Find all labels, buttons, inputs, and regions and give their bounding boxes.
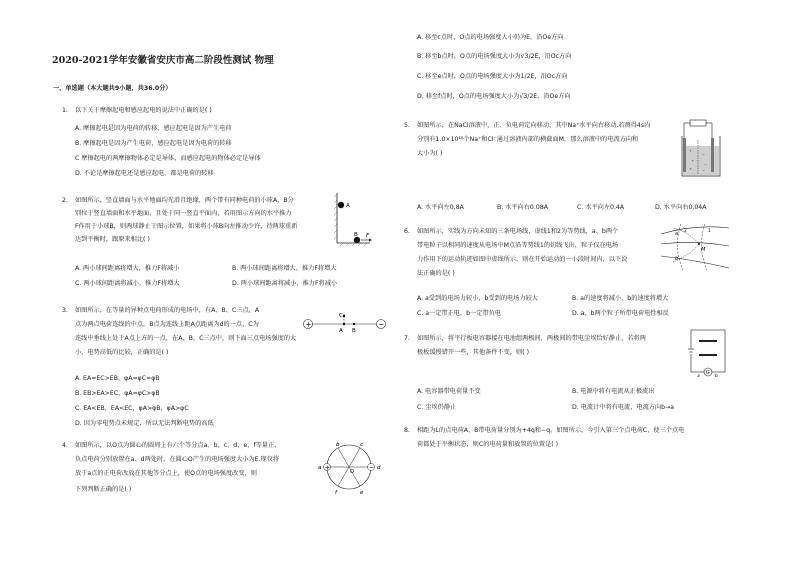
- question-line: 点为两点电荷连线的中点，B点为连线上距A点距离为d的一点，C为: [75, 321, 259, 328]
- question-number: 3.: [62, 307, 68, 314]
- question-line: 分别有1.0×10¹⁸个Na⁺和Cl⁻通过溶液内部的横截面M，那么溶液中的电流方向和: [417, 136, 639, 143]
- svg-text:+: +: [691, 159, 694, 163]
- option-c[interactable]: C. 两小球间距离将减小，推力F将增大: [75, 280, 180, 287]
- option-c[interactable]: C. a一定带正电，b一定带负电: [417, 310, 502, 317]
- question-line: 法正确的是( ): [417, 270, 455, 277]
- minus-sign: −: [378, 320, 385, 329]
- svg-text:+: +: [324, 464, 330, 472]
- question-number: 7.: [404, 335, 410, 342]
- question-line: 负点电荷分别放置在a、d两处时，在圆心O产生的电场强度大小为E.现仅将: [75, 456, 280, 463]
- label-a: A: [339, 328, 343, 334]
- question-line: 别位于竖直墙面和水平地面，且处于同一竖直平面内，若用图示方向的水平推力: [75, 210, 292, 217]
- label-a: A: [346, 203, 350, 209]
- circle-charges-figure: [314, 440, 384, 496]
- option-d[interactable]: D. a、b两个粒子所带电荷电性相反: [572, 310, 669, 317]
- svg-text:−: −: [704, 163, 707, 167]
- option-a[interactable]: A. 电容器带电荷量不变: [417, 388, 481, 395]
- option-c[interactable]: C 摩擦起电的两摩擦物体必定是导体，而感应起电的物体必定是导体: [75, 155, 261, 162]
- wall-balls-figure: [332, 193, 372, 248]
- option-b[interactable]: B. a的速度将减小，b的速度将增大: [572, 295, 669, 302]
- option-b[interactable]: B. 两小球间距离将增大，推力F将增大: [232, 265, 337, 272]
- option-a[interactable]: A. EA=EC>EB，φA=φC=φB: [75, 375, 160, 382]
- question-number: 1.: [62, 107, 68, 114]
- question-line: 如图所示，以O点为圆心的圆周上有六个等分点a、b、c、d、e、f等量正、: [75, 442, 281, 449]
- option-d[interactable]: D. 移至f点时，O点的电场强度大小为√3/2E，沿Oe方向: [417, 93, 571, 100]
- question-line: F作用于小球B，则两球静止于图示位置，如果将小球B向左推动少许，待两球重新: [75, 223, 298, 230]
- question-line: 大小为( ): [417, 150, 443, 157]
- option-a[interactable]: A. 摩擦起电是因为电荷的转移，感应起电是因为产生电荷: [75, 125, 232, 132]
- question-line: 如图所示，竖直墙面与水平地面均光滑且绝缘，两个带有同种电荷的小球A、B分: [75, 197, 294, 204]
- capacitor-circuit-figure: [687, 326, 729, 378]
- svg-text:−: −: [369, 464, 375, 472]
- question-line: 如图所示，在等量的异种点电荷形成的电场中，有A、B、C三点，A: [75, 307, 260, 314]
- svg-text:+: +: [689, 149, 692, 153]
- label-b: b: [675, 256, 679, 262]
- question-line: 小、电势高低的比较，正确的是( ): [75, 349, 169, 356]
- label-a: a: [697, 374, 700, 379]
- svg-text:−: −: [702, 153, 705, 157]
- question-number: 5.: [404, 122, 410, 129]
- section-heading: 一、单选题（本大题共9小题，共36.0分）: [53, 85, 172, 92]
- question-number: 6.: [404, 228, 410, 235]
- option-b[interactable]: B. EB>EA>EC，φA=φC>φB: [75, 390, 160, 397]
- field-lines-figure: [659, 222, 731, 272]
- label-e: e: [360, 490, 364, 496]
- question-number: 2.: [62, 197, 68, 204]
- label-c: c: [360, 442, 364, 448]
- option-d[interactable]: D. 电流计中将有电流，电流方向b→a: [572, 404, 675, 411]
- option-b[interactable]: B. 移至b点时，O点的电场强度大小为√3/2E，沿Oc方向: [417, 53, 572, 60]
- label-o: O: [350, 469, 354, 475]
- question-line: 连线中垂线上处于A点上方的一点，在A、B、C三点中，则下面三点电场强度的大: [75, 335, 297, 342]
- option-c[interactable]: C. 水平向左0.4A: [577, 204, 625, 211]
- label-b: b: [336, 442, 340, 448]
- option-b[interactable]: B. 水平向右0.08A: [497, 204, 548, 211]
- question-line: 荷都处于平衡状态，则C的电荷量和放置的位置是( ): [417, 441, 559, 448]
- label-2: 2: [684, 229, 687, 234]
- option-a[interactable]: A. 水平向左0.8A: [417, 204, 464, 211]
- svg-text:−: −: [702, 169, 705, 173]
- question-line: 放于a点的正电荷改放在其他等分点上，使O点的电场强度改变，则: [75, 470, 257, 477]
- option-b[interactable]: B. 电源中将有电流从正极流出: [572, 388, 655, 395]
- question-line: 极板缓慢错开一些，其他条件不变，则( ): [417, 349, 529, 356]
- label-a: a: [675, 231, 679, 237]
- svg-text:+: +: [689, 167, 692, 171]
- label-b: B: [354, 232, 358, 238]
- label-a: a: [318, 465, 322, 471]
- label-b: B: [352, 328, 356, 334]
- label-1: 1: [708, 229, 711, 234]
- question-line: 如图所示，将平行板电容器接在电池组两极间，两极间的带电尘埃恰好静止，若将两: [417, 335, 646, 342]
- option-d[interactable]: D. 两小球间距离将减小，推力F将减小: [232, 280, 338, 287]
- label-d: d: [377, 465, 381, 471]
- question-line: 带电粒子以相同的速度从电场中M点沿等势线1的切线飞出，粒子仅在电场: [417, 242, 619, 249]
- ball-a: [338, 202, 344, 208]
- question-line: 下列判断正确的是( ): [75, 486, 132, 493]
- question-number: 8.: [404, 427, 410, 434]
- label-f: f: [335, 490, 337, 496]
- option-a[interactable]: A. a受到的电场力较小，b受到的电场力较大: [417, 295, 538, 302]
- question-line: 如图所示，实线为方向未知的三条电场线，虚线1和2为等势线，a、b两个: [417, 228, 619, 235]
- option-c[interactable]: C. 移至e点时，O点的电场强度大小为1/2E，沿Oc方向: [417, 73, 568, 80]
- label-b: b: [715, 374, 718, 379]
- label-m: M: [701, 247, 706, 253]
- option-a[interactable]: A. 两小球间距离将增大，推力F将减小: [75, 265, 180, 272]
- question-number: 4.: [62, 442, 68, 449]
- question-line: 力作用下的运动轨迹如图中虚线所示，则在开始运动的一小段时间内，以下说: [417, 256, 628, 263]
- option-d[interactable]: D. 不论是摩擦起电还是感应起电，都是电荷的转移: [75, 170, 214, 177]
- plus-sign: +: [305, 320, 312, 329]
- question-stem: 以下关于摩擦起电和感应起电的说法中正确的是( ): [75, 107, 212, 114]
- dipole-figure: [302, 310, 387, 340]
- option-c[interactable]: C. EA<EB，EA<EC，φA>φB，φA>φC: [75, 405, 189, 412]
- label-g: G: [705, 370, 710, 376]
- option-a[interactable]: A. 移至c点时，O点的电场强度大小仍为E，沿Oe方向: [417, 34, 564, 41]
- question-line: 相距为L的点电荷A、B带电荷量分别为+4q和−q，如图所示，今引入第三个点电荷C，使三个点电: [417, 427, 685, 434]
- electrolysis-figure: [680, 118, 728, 180]
- option-d[interactable]: D. 因为零电势点未规定，所以无法判断电势的高低: [75, 420, 214, 427]
- question-line: 达到平衡时，跟原来相比( ): [75, 236, 150, 243]
- option-d[interactable]: D. 水平向右0.04A: [655, 204, 707, 211]
- page-title: 2020-2021学年安徽省安庆市高二阶段性测试 物理: [52, 55, 274, 66]
- question-line: 如图所示，在NaCl溶液中，正、负电荷定向移动，其中Na⁺水平向右移动.若测得4s内: [417, 122, 651, 129]
- option-c[interactable]: C. 尘埃仍静止: [417, 404, 457, 411]
- label-c: C: [339, 313, 343, 319]
- option-b[interactable]: B. 摩擦起电是因为产生电荷，感应起电是因为电荷的转移: [75, 140, 232, 147]
- label-f: F: [366, 233, 370, 239]
